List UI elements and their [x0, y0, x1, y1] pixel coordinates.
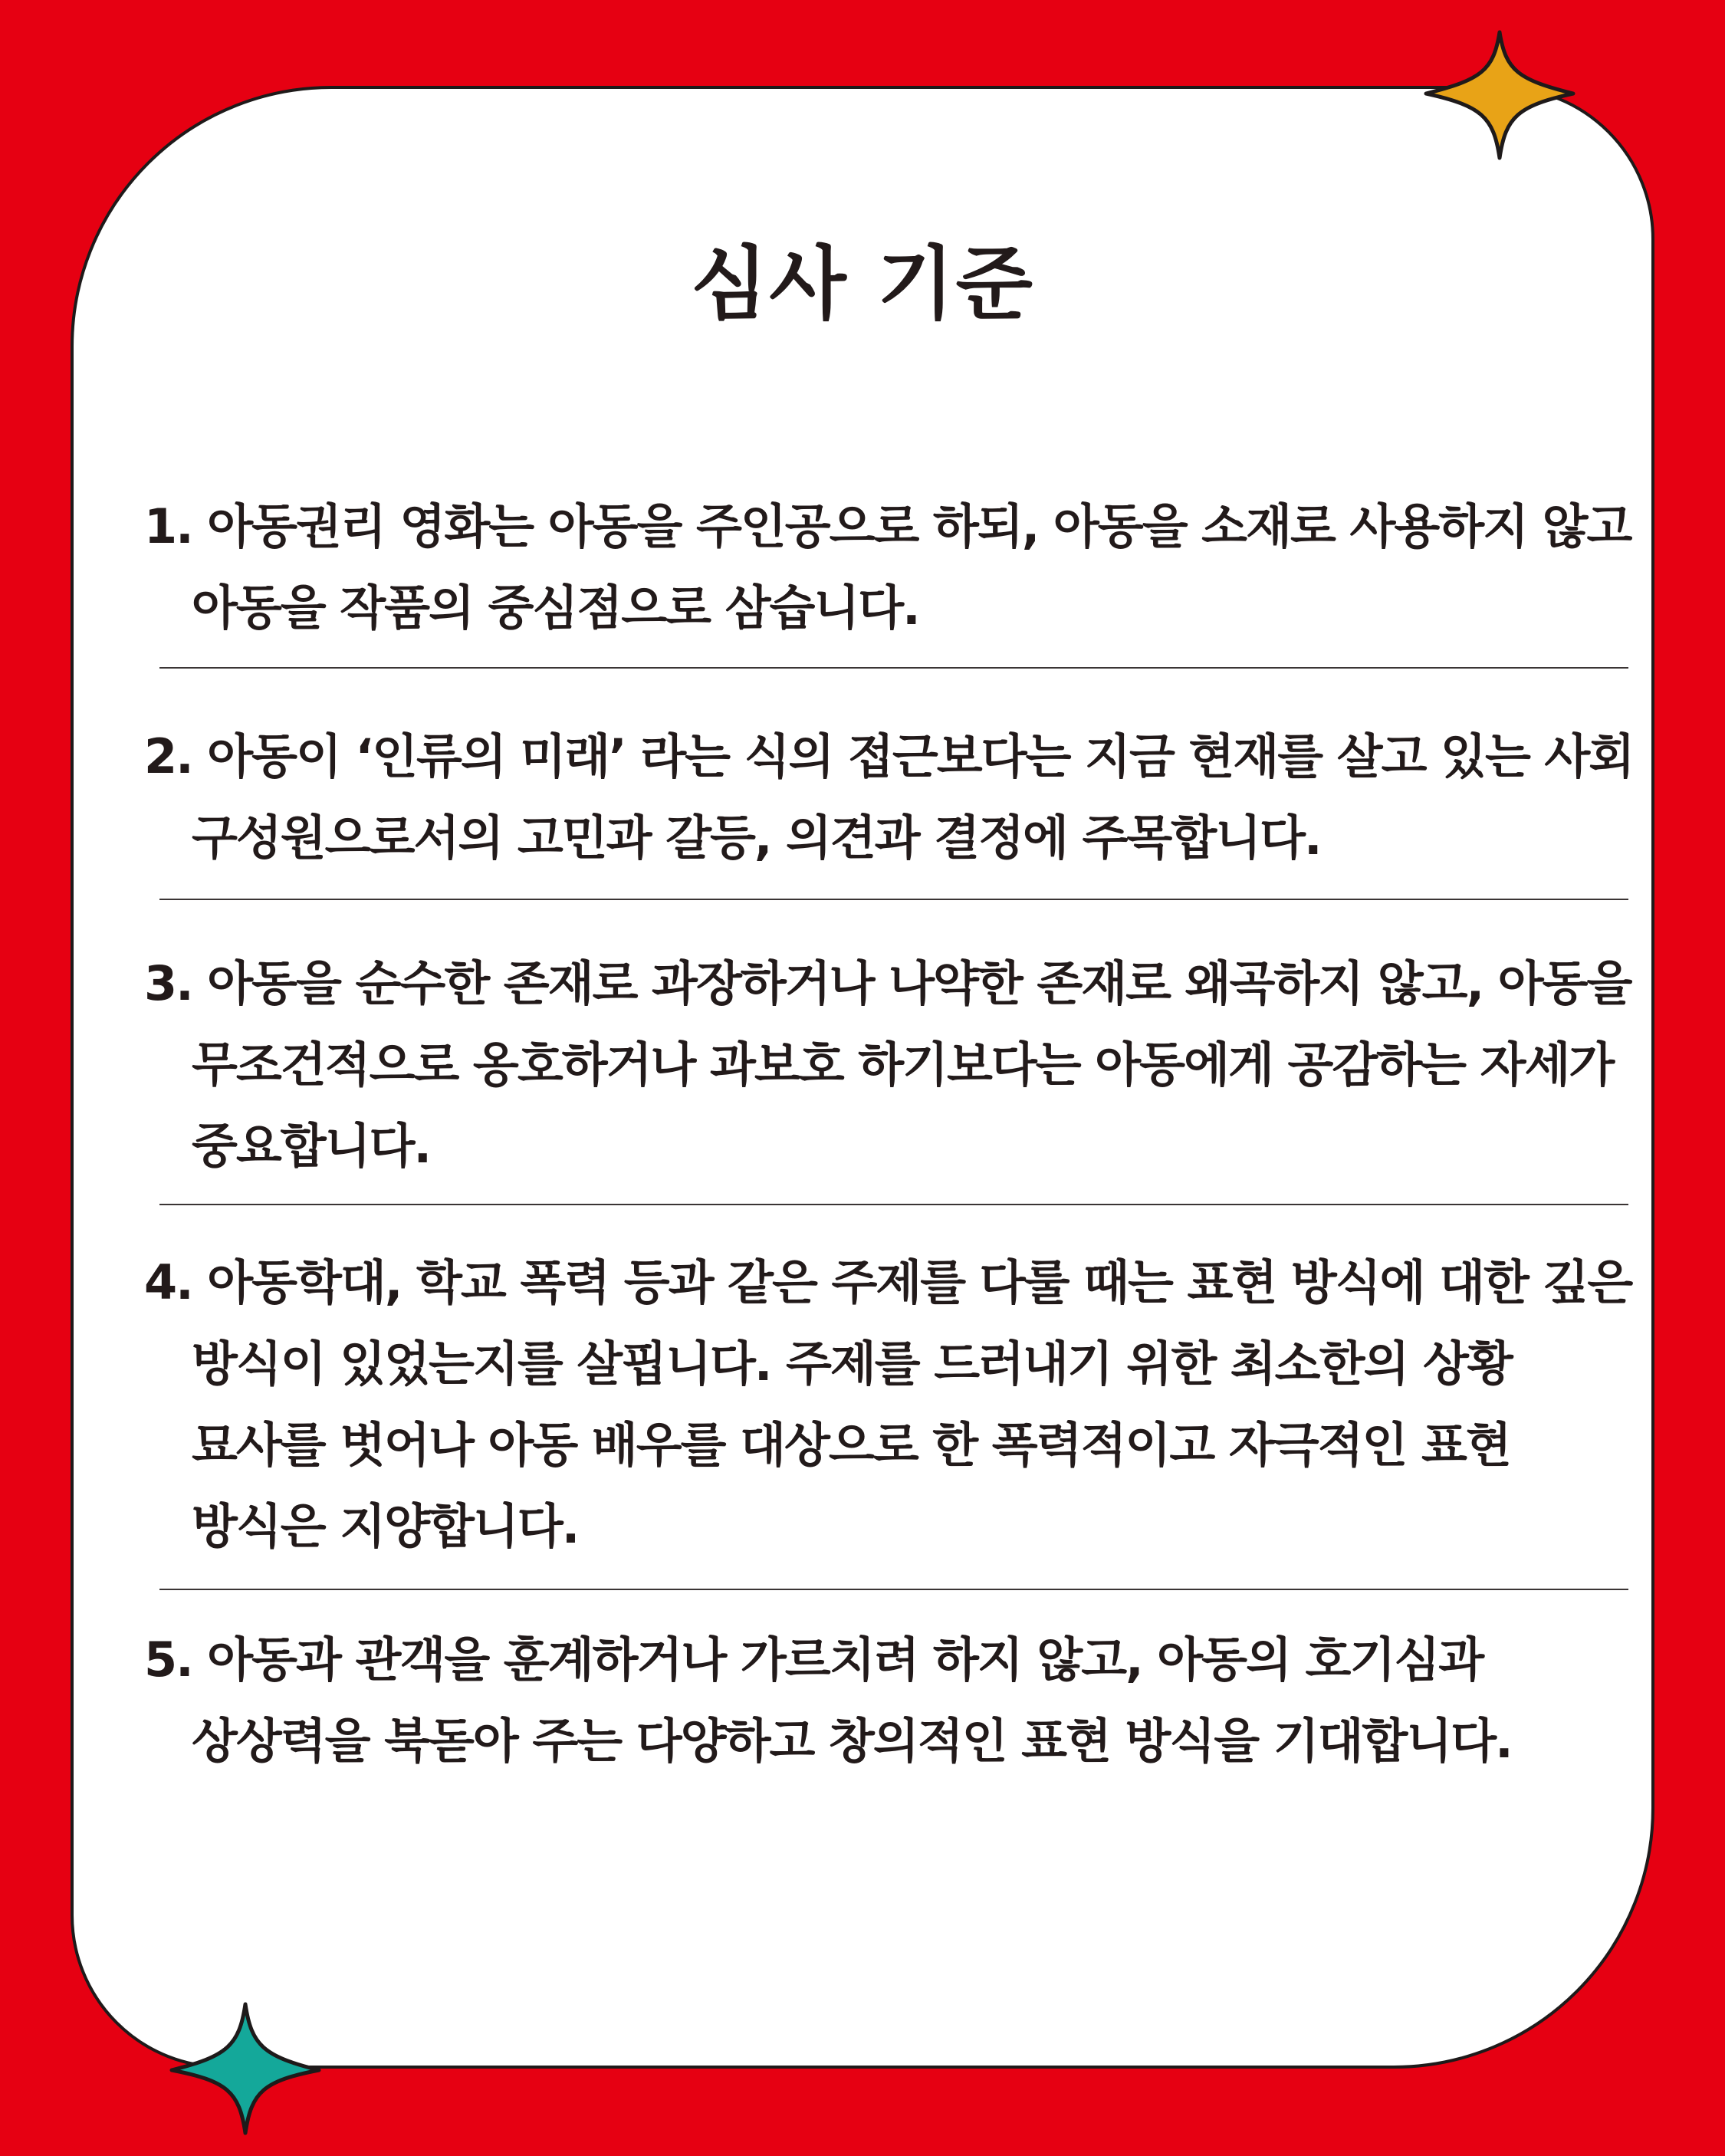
criterion-line: 1. 아동권리 영화는 아동을 주인공으로 하되, 아동을 소재로 사용하지 않고: [144, 498, 1631, 554]
criterion-line: 상상력을 북돋아 주는 다양하고 창의적인 표현 방식을 기대합니다.: [192, 1713, 1512, 1769]
criterion-line: 중요합니다.: [192, 1118, 431, 1174]
criterion-line: 묘사를 벗어나 아동 배우를 대상으로 한 폭력적이고 자극적인 표현: [192, 1417, 1510, 1473]
content-card: [71, 86, 1654, 2069]
criterion-line: 방식은 지양합니다.: [192, 1498, 579, 1554]
criterion-line: 방식이 있었는지를 살핍니다. 주제를 드러내기 위한 최소한의 상황: [192, 1336, 1512, 1392]
page-title: 심사 기준: [690, 237, 1035, 330]
criterion-line: 3. 아동을 순수한 존재로 과장하거나 나약한 존재로 왜곡하지 않고, 아동을: [144, 955, 1631, 1011]
sparkle-star-icon: [169, 2001, 322, 2136]
criterion-line: 무조건적으로 옹호하거나 과보호 하기보다는 아동에게 공감하는 자세가: [192, 1037, 1614, 1093]
criterion-line: 5. 아동과 관객을 훈계하거나 가르치려 하지 않고, 아동의 호기심과: [144, 1632, 1484, 1688]
criterion-line: 4. 아동학대, 학교 폭력 등과 같은 주제를 다룰 때는 표현 방식에 대한 깊은: [144, 1254, 1632, 1310]
sparkle-star-icon: [1423, 29, 1576, 161]
criterion-line: 2. 아동이 ‘인류의 미래’ 라는 식의 접근보다는 지금 현재를 살고 있는 사회: [144, 728, 1634, 784]
criterion-line: 아동을 작품의 중심점으로 삼습니다.: [192, 580, 919, 636]
criterion-line: 구성원으로서의 고민과 갈등, 의견과 결정에 주목합니다.: [192, 810, 1321, 866]
